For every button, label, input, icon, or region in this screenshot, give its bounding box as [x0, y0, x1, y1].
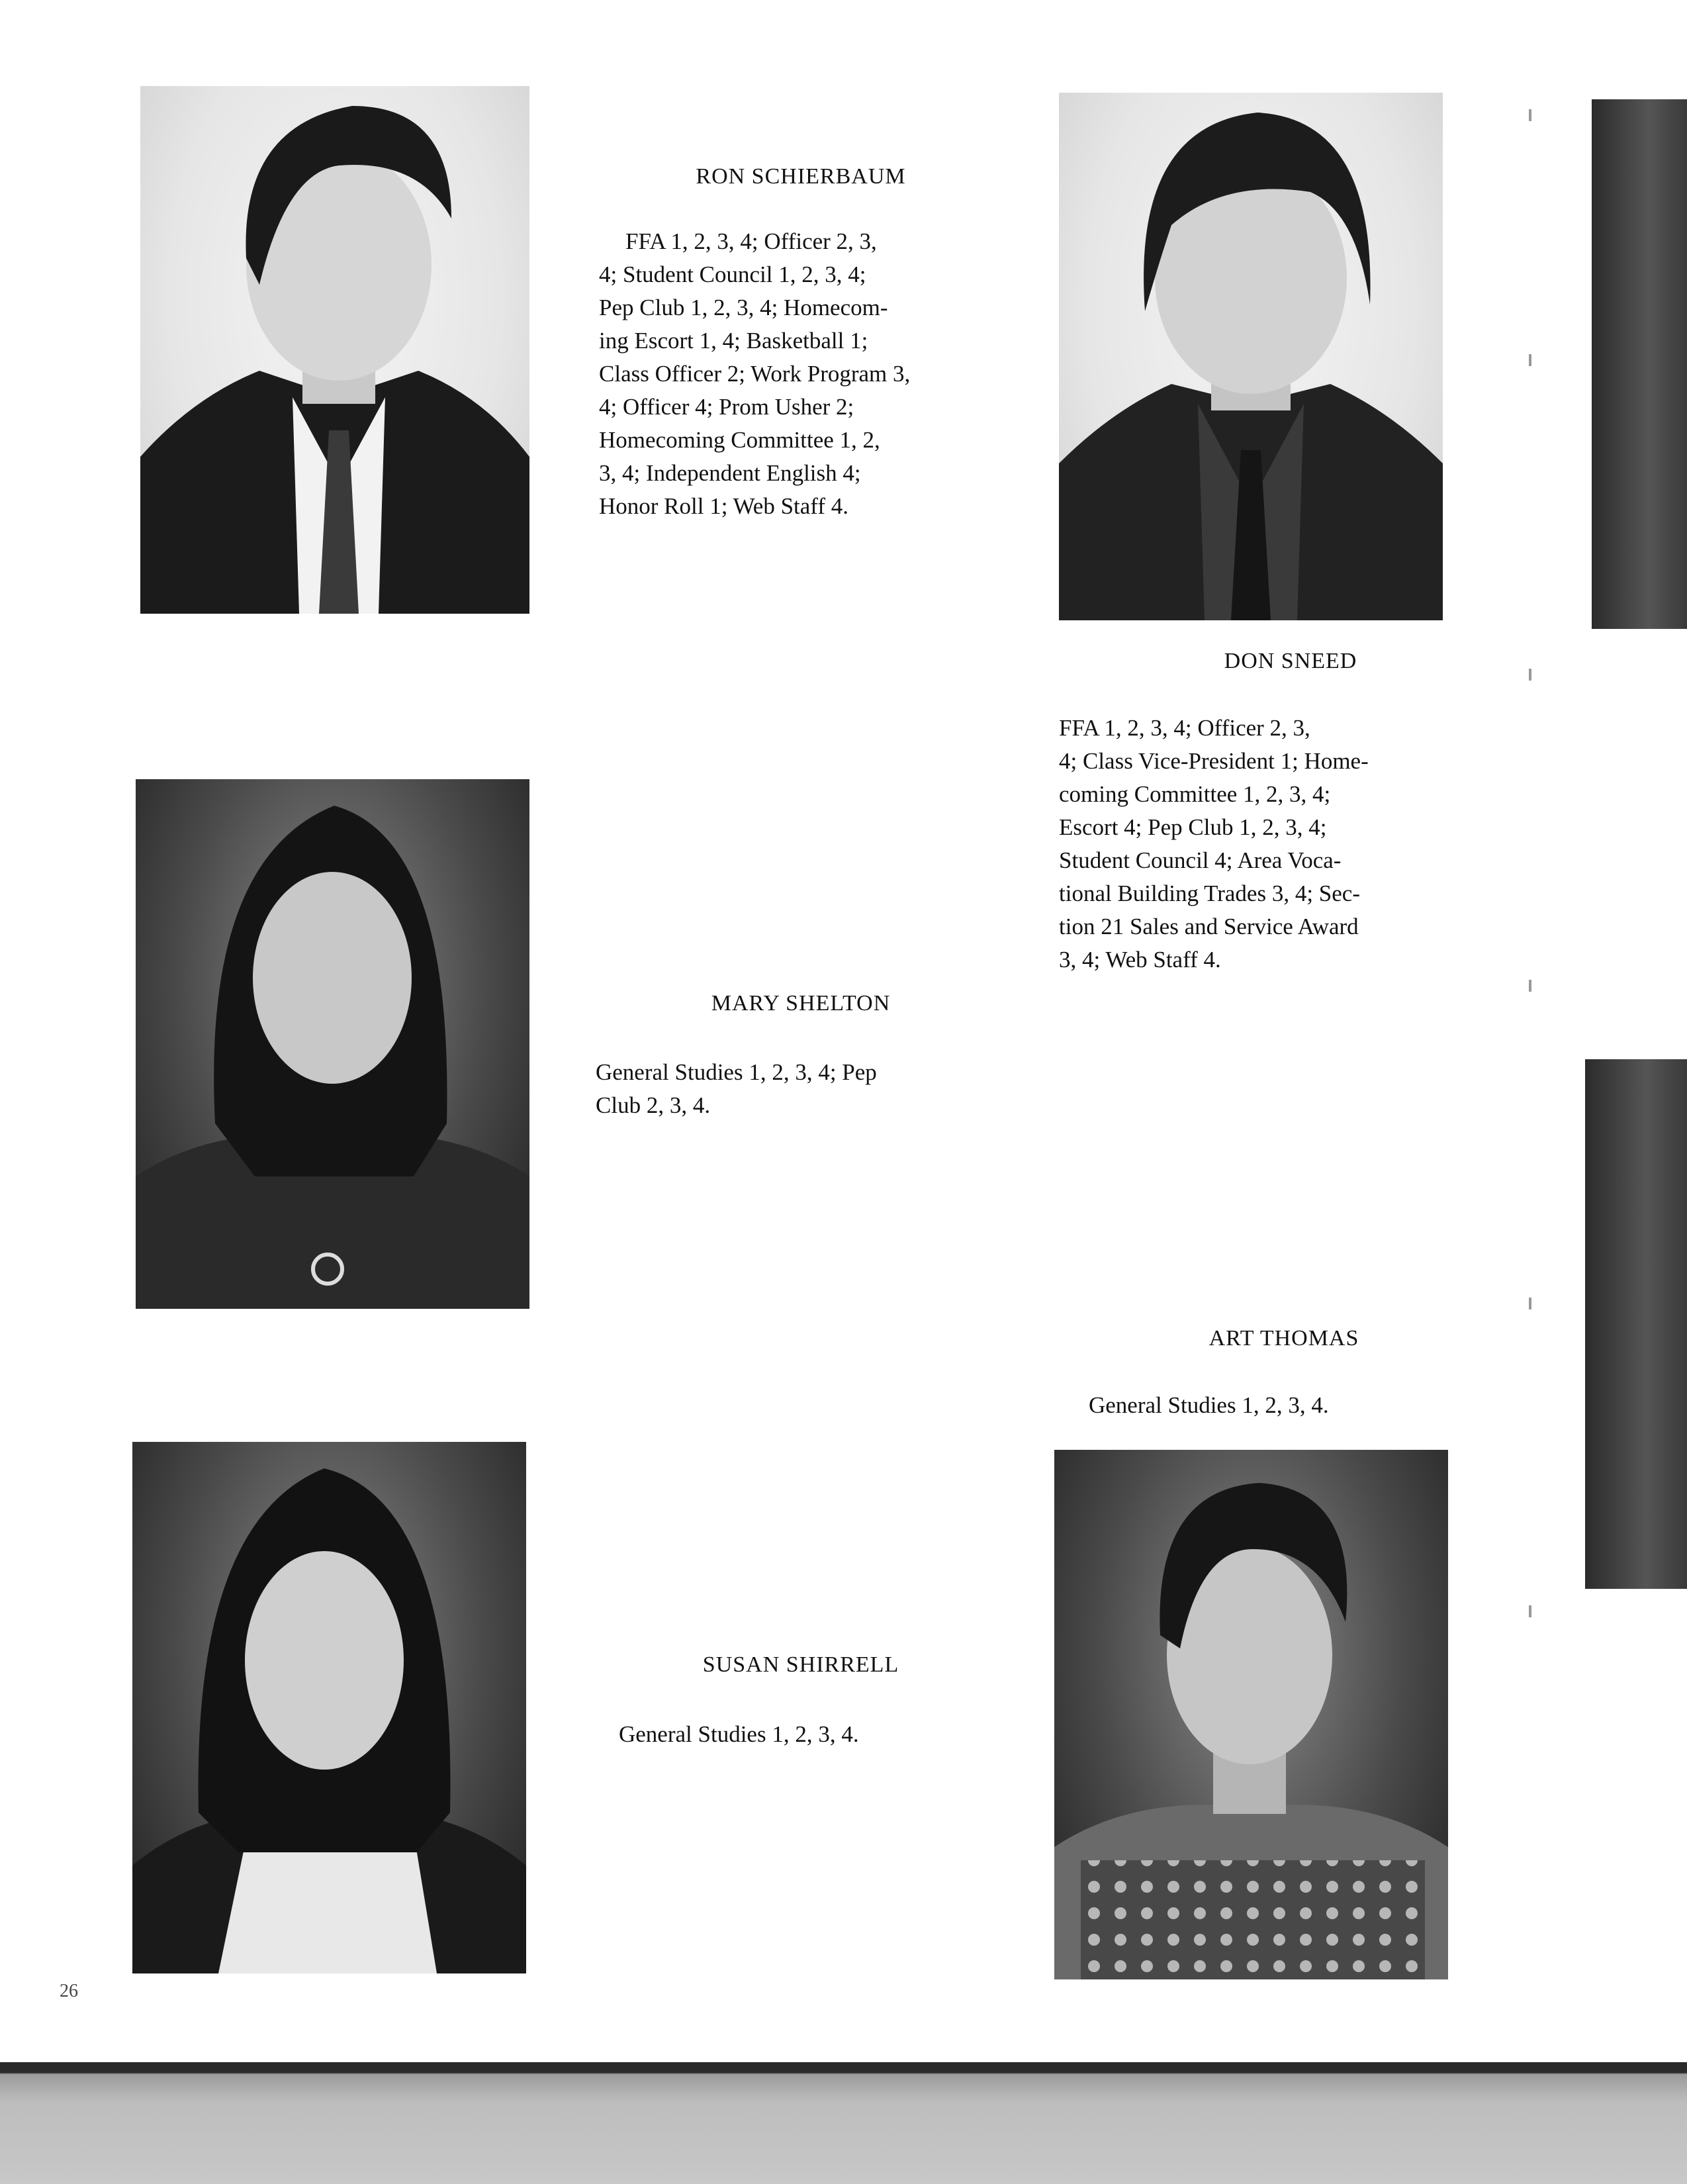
scan-mark: [1529, 1605, 1531, 1617]
scan-mark: [1529, 354, 1531, 366]
portrait-susan-shirrell: [132, 1442, 526, 1973]
page-number: 26: [60, 1981, 78, 2001]
portrait-don-sneed: [1059, 93, 1443, 620]
portrait-mary-shelton: [136, 779, 529, 1309]
scan-mark: [1529, 669, 1531, 681]
student-activities: General Studies 1, 2, 3, 4.: [619, 1721, 859, 1747]
student-name: ART THOMAS: [1208, 1326, 1359, 1351]
student-activities: FFA 1, 2, 3, 4; Officer 2, 3, 4; Student Council 1, 2, 3, 4; Pep Club 1, 2, 3, 4; Homecom- ing Escort 1, 4; Basketball 1; Class Officer 2; Work Program 3, 4; Officer 4; Prom Usher 2; Homecoming Committee 1, 2, 3, 4; Independent English 4; Honor Roll 1; Web Staff 4.: [599, 228, 911, 519]
adjacent-page-photo-middle: [1585, 1059, 1687, 1589]
portrait-art-thomas: [1054, 1450, 1448, 1979]
scan-mark: [1529, 109, 1531, 121]
book-binding-edge: [0, 2062, 1687, 2184]
adjacent-page-photo-top: [1592, 99, 1687, 629]
student-name: SUSAN SHIRRELL: [702, 1652, 899, 1677]
student-activities: General Studies 1, 2, 3, 4.: [1089, 1392, 1329, 1418]
student-activities: General Studies 1, 2, 3, 4; Pep Club 2, 3, 4.: [596, 1059, 877, 1118]
portrait-ron-schierbaum: [140, 86, 529, 614]
scan-mark: [1529, 1298, 1531, 1309]
student-name: DON SNEED: [1224, 649, 1357, 673]
student-name: MARY SHELTON: [711, 991, 891, 1016]
student-activities: FFA 1, 2, 3, 4; Officer 2, 3, 4; Class Vice-President 1; Home- coming Committee 1, 2, 3, 4; Escort 4; Pep Club 1, 2, 3, 4; Student Council 4; Area Voca- tional Building Trades 3, 4; Sec- tion 21 Sales and Service Award 3, 4; Web Staff 4.: [1059, 715, 1369, 973]
student-name: RON SCHIERBAUM: [696, 164, 906, 189]
scan-mark: [1529, 980, 1531, 992]
